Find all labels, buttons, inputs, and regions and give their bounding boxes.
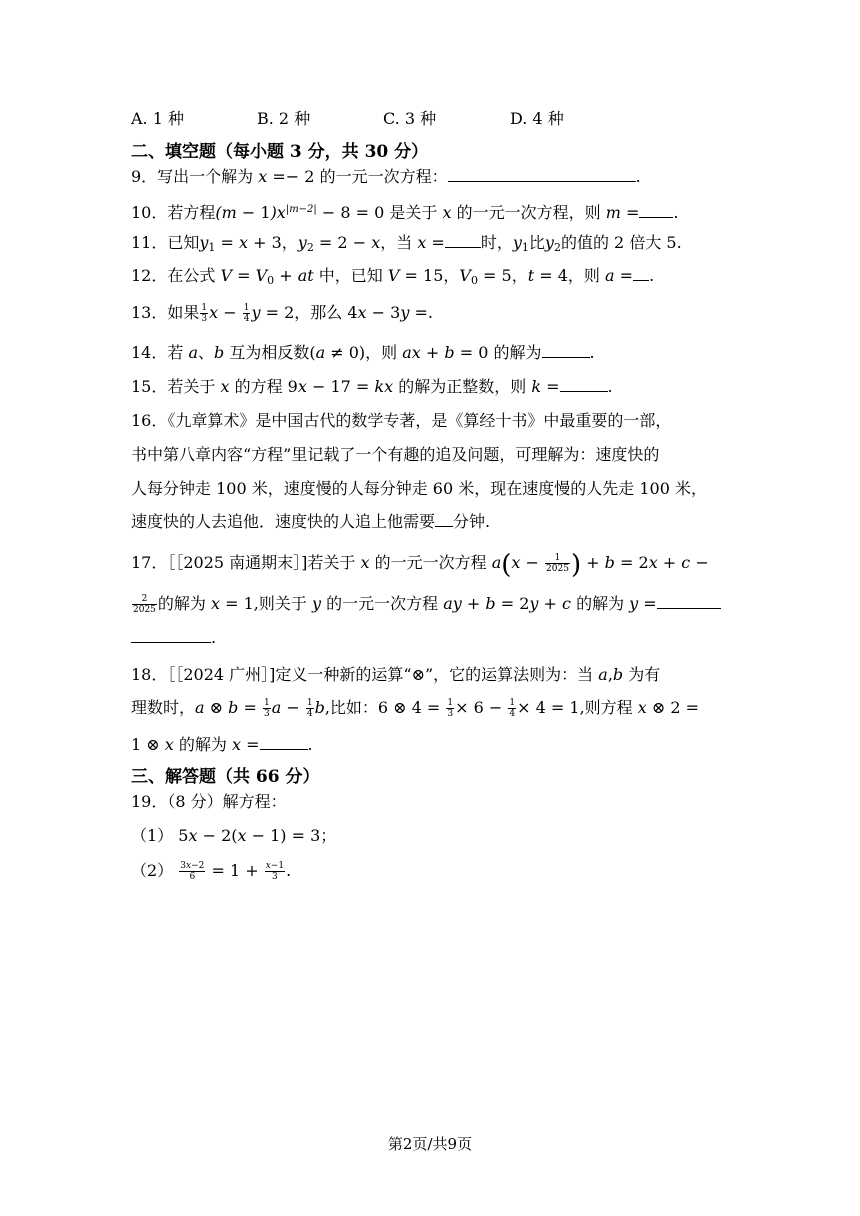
- question-11: 11．已知$y_1 = x + 3$，$y_2 = 2 - x$，当 x = 时，$y_1$比$y_2$的值的 2 倍大 5.: [131, 233, 682, 254]
- option-b: B. 2 种: [257, 109, 311, 128]
- question-16-line-1: 16．《九章算术》是中国古代的数学专著，是《算经十书》中最重要的一部，: [131, 411, 672, 430]
- question-19-title: 19．（8 分）解方程：: [131, 792, 287, 811]
- page-footer: 第2页/共9页: [387, 1135, 473, 1153]
- question-18-line-2: 理数时，a ⊗ b = $\frac{1}{3}$ a − $\frac{1}{4}$ b,比如：6 ⊗ 4 = $\frac{1}{3}$ × 6 − $\frac{1}{4}$ × 4 = 1,则方程 x ⊗ 2 =: [131, 698, 700, 719]
- option-a: A. 1 种: [131, 109, 184, 128]
- question-13: 13．如果 $\frac{1}{3}$ x − $\frac{1}{4}$ y = 2，那么 4x − 3y =.: [131, 303, 433, 324]
- section-3-title: 三、解答题（共 66 分）: [131, 767, 320, 787]
- question-16-line-4: 速度快的人去追他．速度快的人追上他需要 分钟.: [131, 512, 491, 531]
- question-10: 10．若方程$(m - 1)x^{|m-2|} - 8 = 0$ 是关于 x 的一元一次方程，则 m = .: [131, 203, 679, 222]
- question-18-line-3: 1 ⊗ x 的解为 x = .: [131, 735, 313, 754]
- question-16-line-2: 书中第八章内容“方程”里记载了一个有趣的追及问题，可理解为：速度快的: [131, 445, 660, 464]
- question-14: 14．若 a、b 互为相反数(a ≠ 0)，则 ax + b = 0 的解为 .: [131, 343, 595, 362]
- question-16-line-3: 人每分钟走 100 米，速度慢的人每分钟走 60 米，现在速度慢的人先走 100 米，: [131, 479, 707, 498]
- section-2-title: 二、填空题（每小题 3 分，共 30 分）: [131, 142, 429, 162]
- question-12: 12．在公式 $V = V_0$ + at 中，已知 V = 15，$V_0 = 5$，t = 4，则 a = .: [131, 266, 655, 287]
- question-19-part-2: （2） $\frac{3x-2}{6}$ = 1 + $\frac{x-1}{3}$ .: [131, 861, 292, 882]
- question-17-line-2: $\frac{2}{2025}$ 的解为 x = 1,则关于 y 的一元一次方程 ay + b = 2y + c 的解为 y =: [131, 593, 721, 615]
- choice-options: [131, 106, 731, 128]
- question-19-part-1: （1） 5x − 2(x − 1) = 3；: [131, 826, 337, 845]
- option-d: D. 4 种: [510, 109, 564, 128]
- question-17-line-3: .: [131, 627, 216, 649]
- question-18-line-1: 18．［［2024 广州］]定义一种新的运算“⊗”，它的运算法则为：当 a,b 为有: [131, 665, 661, 684]
- question-9: 9．写出一个解为 x =− 2 的一元一次方程： .: [131, 167, 641, 186]
- option-c: C. 3 种: [383, 109, 437, 128]
- question-15: 15．若关于 x 的方程 9x − 17 = kx 的解为正整数，则 k = .: [131, 377, 613, 396]
- question-17-line-1: 17．［［2025 南通期末］]若关于 x 的一元一次方程 a(x − $\frac{1}{2025}$ ) + b = 2x + c −: [131, 550, 709, 580]
